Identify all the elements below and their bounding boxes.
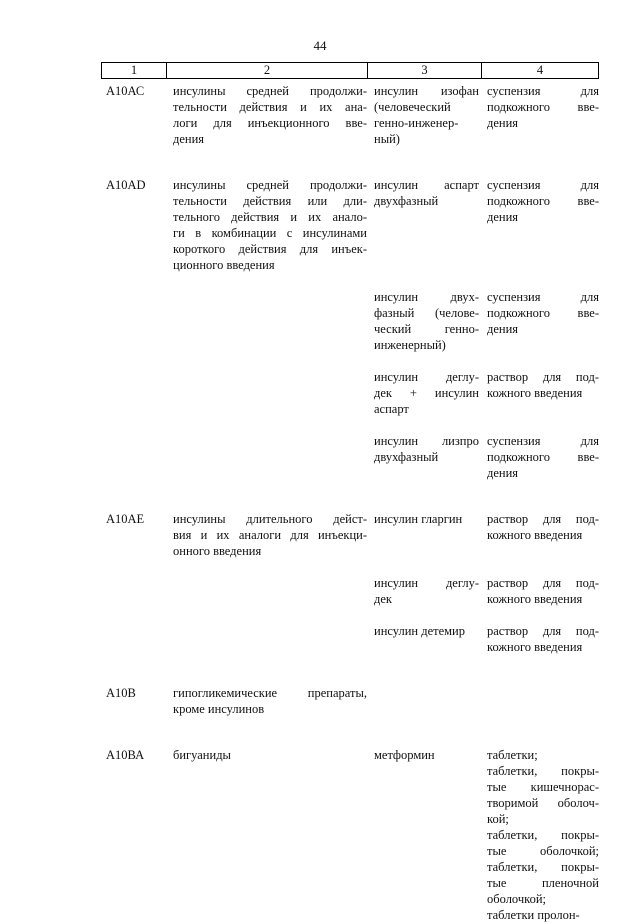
group-name-line: бигуаниды (173, 748, 231, 762)
group-name-line: вия и их аналоги для инъекци- (173, 528, 367, 542)
dosage-form-line: раствор для под- (487, 370, 599, 384)
table-subrow (101, 369, 599, 417)
dosage-form-line: дения (487, 116, 519, 130)
header-col-1: 1 (101, 63, 167, 78)
group-name-line: ги в комбинации с инсулинами (173, 226, 367, 240)
drug-name (368, 623, 482, 639)
group-name (167, 685, 368, 717)
dosage-form-line: подкожного вве- (487, 194, 599, 208)
drug-name (368, 433, 482, 465)
dosage-form-line: суспензия для (487, 178, 599, 192)
dosage-form-line: дения (487, 210, 519, 224)
table-row (101, 747, 599, 923)
table-subrow (101, 433, 599, 481)
dosage-form-line: кожного введения (487, 386, 583, 400)
header-col-2: 2 (167, 63, 368, 78)
dosage-form-line: раствор для под- (487, 624, 599, 638)
table-row (101, 511, 599, 559)
drug-name (368, 369, 482, 417)
group-name (167, 511, 368, 559)
dosage-form-line: суспензия для (487, 434, 599, 448)
dosage-form-line: подкожного вве- (487, 100, 599, 114)
drug-name-line: инженерный) (374, 338, 446, 352)
drug-name-line: фазный (челове- (374, 306, 479, 320)
drug-name-line: метформин (374, 748, 435, 762)
dosage-form (482, 575, 599, 607)
dosage-form-line: творимой оболоч- (487, 796, 599, 810)
dosage-form-line: дения (487, 322, 519, 336)
drug-name (368, 289, 482, 353)
group-name (167, 83, 368, 147)
group-name-line: инсулины длительного дейст- (173, 512, 367, 526)
drug-name-line: дек + инсулин (374, 386, 479, 400)
drug-name (368, 511, 482, 527)
dosage-form-line: подкожного вве- (487, 450, 599, 464)
drug-name-line: ный) (374, 132, 400, 146)
dosage-form-line: таблетки, покры- (487, 860, 599, 874)
dosage-form-line: кожного введения (487, 592, 583, 606)
group-name-line: тельности действия или дли- (173, 194, 367, 208)
group-name-line: тельного действия и их анало- (173, 210, 367, 224)
drug-name (368, 575, 482, 607)
dosage-form-line: таблетки; (487, 748, 538, 762)
atc-code: А10В (106, 686, 136, 700)
dosage-form-line: тые кишечнорас- (487, 780, 599, 794)
atc-code: А10АD (106, 178, 146, 192)
drug-name-line: инсулин детемир (374, 624, 465, 638)
table-row (101, 685, 599, 717)
group-name-line: ционного введения (173, 258, 275, 272)
drug-name (368, 177, 482, 209)
group-name-line: кроме инсулинов (173, 702, 265, 716)
dosage-form-line: дения (487, 466, 519, 480)
group-name-line: короткого действия для инъек- (173, 242, 367, 256)
drug-name-line: инсулин изофан (374, 84, 479, 98)
table-header (101, 62, 599, 79)
dosage-form-line: кожного введения (487, 528, 583, 542)
page-number: 44 (313, 38, 327, 53)
dosage-form (482, 433, 599, 481)
drug-name-line: инсулин двух- (374, 290, 479, 304)
drug-name-line: инсулин деглу- (374, 370, 479, 384)
dosage-form (482, 511, 599, 543)
table-row (101, 83, 599, 147)
dosage-form (482, 177, 599, 225)
table-body (101, 83, 599, 923)
drug-name-line: двухфазный (374, 450, 439, 464)
dosage-form-line: раствор для под- (487, 512, 599, 526)
drug-name-line: инсулин аспарт (374, 178, 479, 192)
dosage-form (482, 83, 599, 131)
dosage-form-line: таблетки, покры- (487, 828, 599, 842)
dosage-form-line: кой; (487, 812, 509, 826)
group-name-line: логи для инъекционного вве- (173, 116, 367, 130)
group-name-line: тельности действия и их ана- (173, 100, 367, 114)
table-subrow (101, 289, 599, 353)
dosage-form-line: кожного введения (487, 640, 583, 654)
group-name-line: онного введения (173, 544, 262, 558)
dosage-form (482, 623, 599, 655)
drug-table (101, 62, 599, 923)
table-row (101, 177, 599, 273)
drug-name (368, 83, 482, 147)
dosage-form-line: тые пленочной (487, 876, 599, 890)
dosage-form-line: подкожного вве- (487, 306, 599, 320)
group-name-line: инсулины средней продолжи- (173, 178, 367, 192)
atc-code: А10АС (106, 84, 145, 98)
header-col-3: 3 (368, 63, 482, 78)
dosage-form-line: таблетки пролон- (487, 908, 580, 922)
group-name-line: гипогликемические препараты, (173, 686, 367, 700)
drug-name-line: аспарт (374, 402, 409, 416)
drug-name-line: (человеческий (374, 100, 451, 114)
header-col-4: 4 (482, 63, 599, 78)
dosage-form (482, 289, 599, 337)
dosage-form (482, 369, 599, 401)
dosage-form-line: суспензия для (487, 290, 599, 304)
drug-name-line: инсулин лизпро (374, 434, 479, 448)
dosage-form-line: раствор для под- (487, 576, 599, 590)
table-subrow (101, 575, 599, 607)
table-subrow (101, 623, 599, 655)
drug-name-line: ческий генно- (374, 322, 479, 336)
dosage-form-line: оболочкой; (487, 892, 546, 906)
drug-name (368, 747, 482, 763)
drug-name-line: дек (374, 592, 392, 606)
drug-name-line: инсулин деглу- (374, 576, 479, 590)
group-name (167, 747, 368, 763)
group-name (167, 177, 368, 273)
atc-code: А10АЕ (106, 512, 145, 526)
group-name-line: дения (173, 132, 205, 146)
group-name-line: инсулины средней продолжи- (173, 84, 367, 98)
drug-name-line: двухфазный (374, 194, 439, 208)
dosage-form (482, 747, 599, 923)
drug-name-line: генно-инженер- (374, 116, 459, 130)
dosage-form-line: таблетки, покры- (487, 764, 599, 778)
drug-name-line: инсулин гларгин (374, 512, 463, 526)
dosage-form-line: тые оболочкой; (487, 844, 599, 858)
atc-code: А10ВА (106, 748, 145, 762)
dosage-form-line: суспензия для (487, 84, 599, 98)
